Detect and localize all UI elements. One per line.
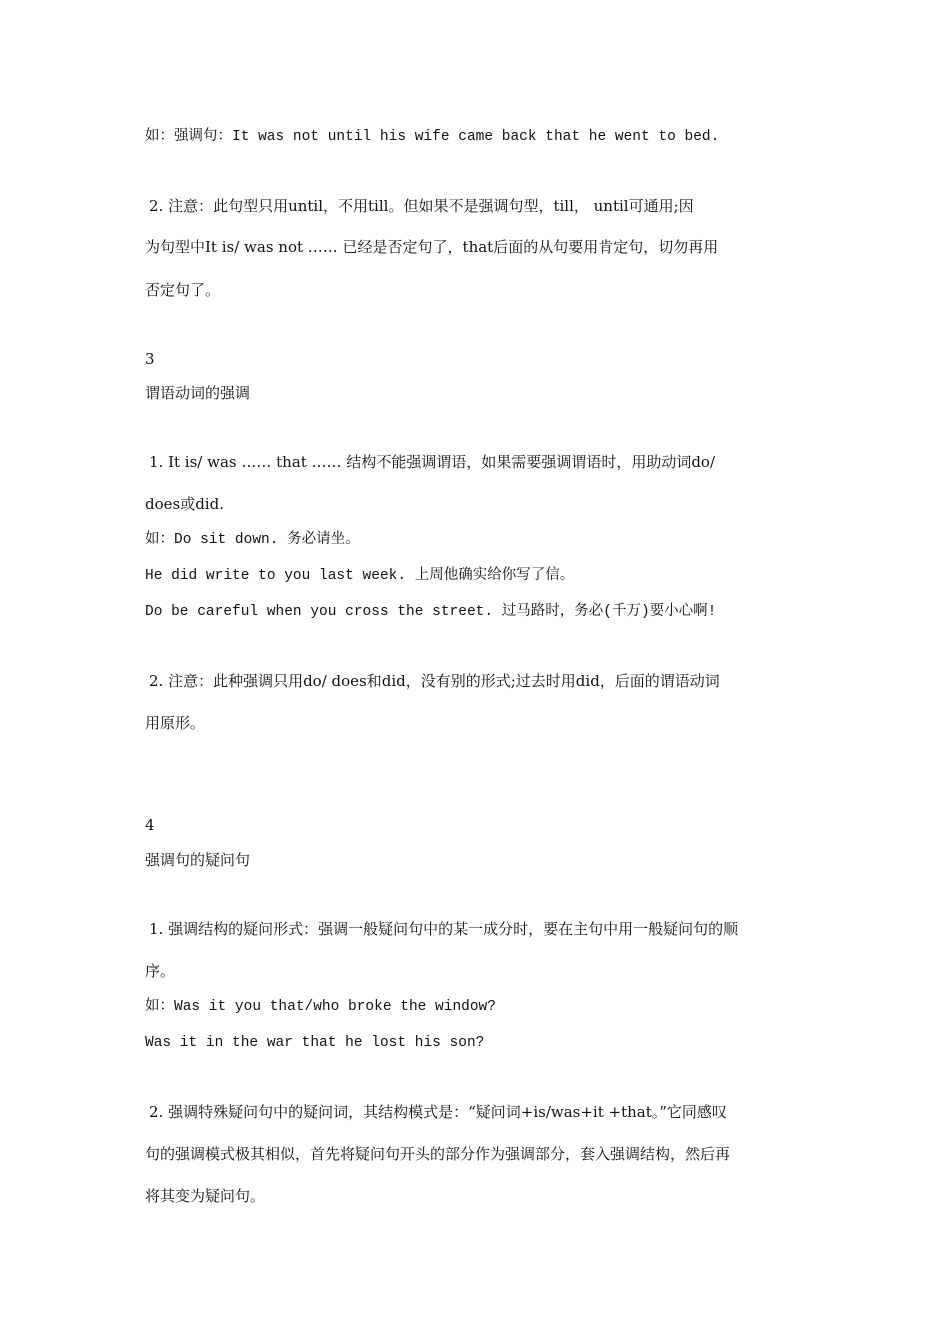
note-paragraph-line: 2. 注意：此句型只用until，不用till。但如果不是强调句型，till， until可通用;因 [149,197,694,215]
example-sentence: He did write to you last week. 上周他确实给你写了信。 [145,568,575,584]
rule-paragraph-line: does或did. [145,495,224,513]
example-sentence: 如：Was it you that/who broke the window? [145,999,496,1015]
note-paragraph-line: 否定句了。 [145,281,221,299]
rule-paragraph-line: 2. 强调特殊疑问句中的疑问词，其结构模式是：“疑问词+is/was+it +that。”它同感叹 [149,1103,727,1121]
example-sentence: 如：Do sit down. 务必请坐。 [145,532,360,548]
note-paragraph-line: 为句型中It is/ was not …… 已经是否定句了，that后面的从句要用肯定句，切勿再用 [145,238,719,256]
section-heading: 强调句的疑问句 [145,851,251,869]
rule-paragraph-line: 序。 [145,962,176,980]
rule-paragraph-line: 1. 强调结构的疑问形式：强调一般疑问句中的某一成分时，要在主句中用一般疑问句的顺 [149,920,739,938]
section-number: 3 [145,350,155,368]
note-paragraph-line: 2. 注意：此种强调只用do/ does和did，没有别的形式;过去时用did，后面的谓语动词 [149,672,720,690]
section-number: 4 [145,816,155,834]
rule-paragraph-line: 将其变为疑问句。 [145,1187,266,1205]
section-heading: 谓语动词的强调 [145,384,251,402]
note-paragraph-line: 用原形。 [145,714,206,732]
rule-paragraph-line: 1. It is/ was …… that …… 结构不能强调谓语，如果需要强调谓语时，用助动词do/ [149,453,716,471]
rule-paragraph-line: 句的强调模式极其相似，首先将疑问句开头的部分作为强调部分，套入强调结构，然后再 [145,1145,731,1163]
example-sentence: Was it in the war that he lost his son? [145,1035,485,1051]
example-sentence: Do be careful when you cross the street. 过马路时，务必(千万)要小心啊! [145,604,717,620]
example-sentence: 如：强调句：It was not until his wife came back that he went to bed. [145,129,720,145]
